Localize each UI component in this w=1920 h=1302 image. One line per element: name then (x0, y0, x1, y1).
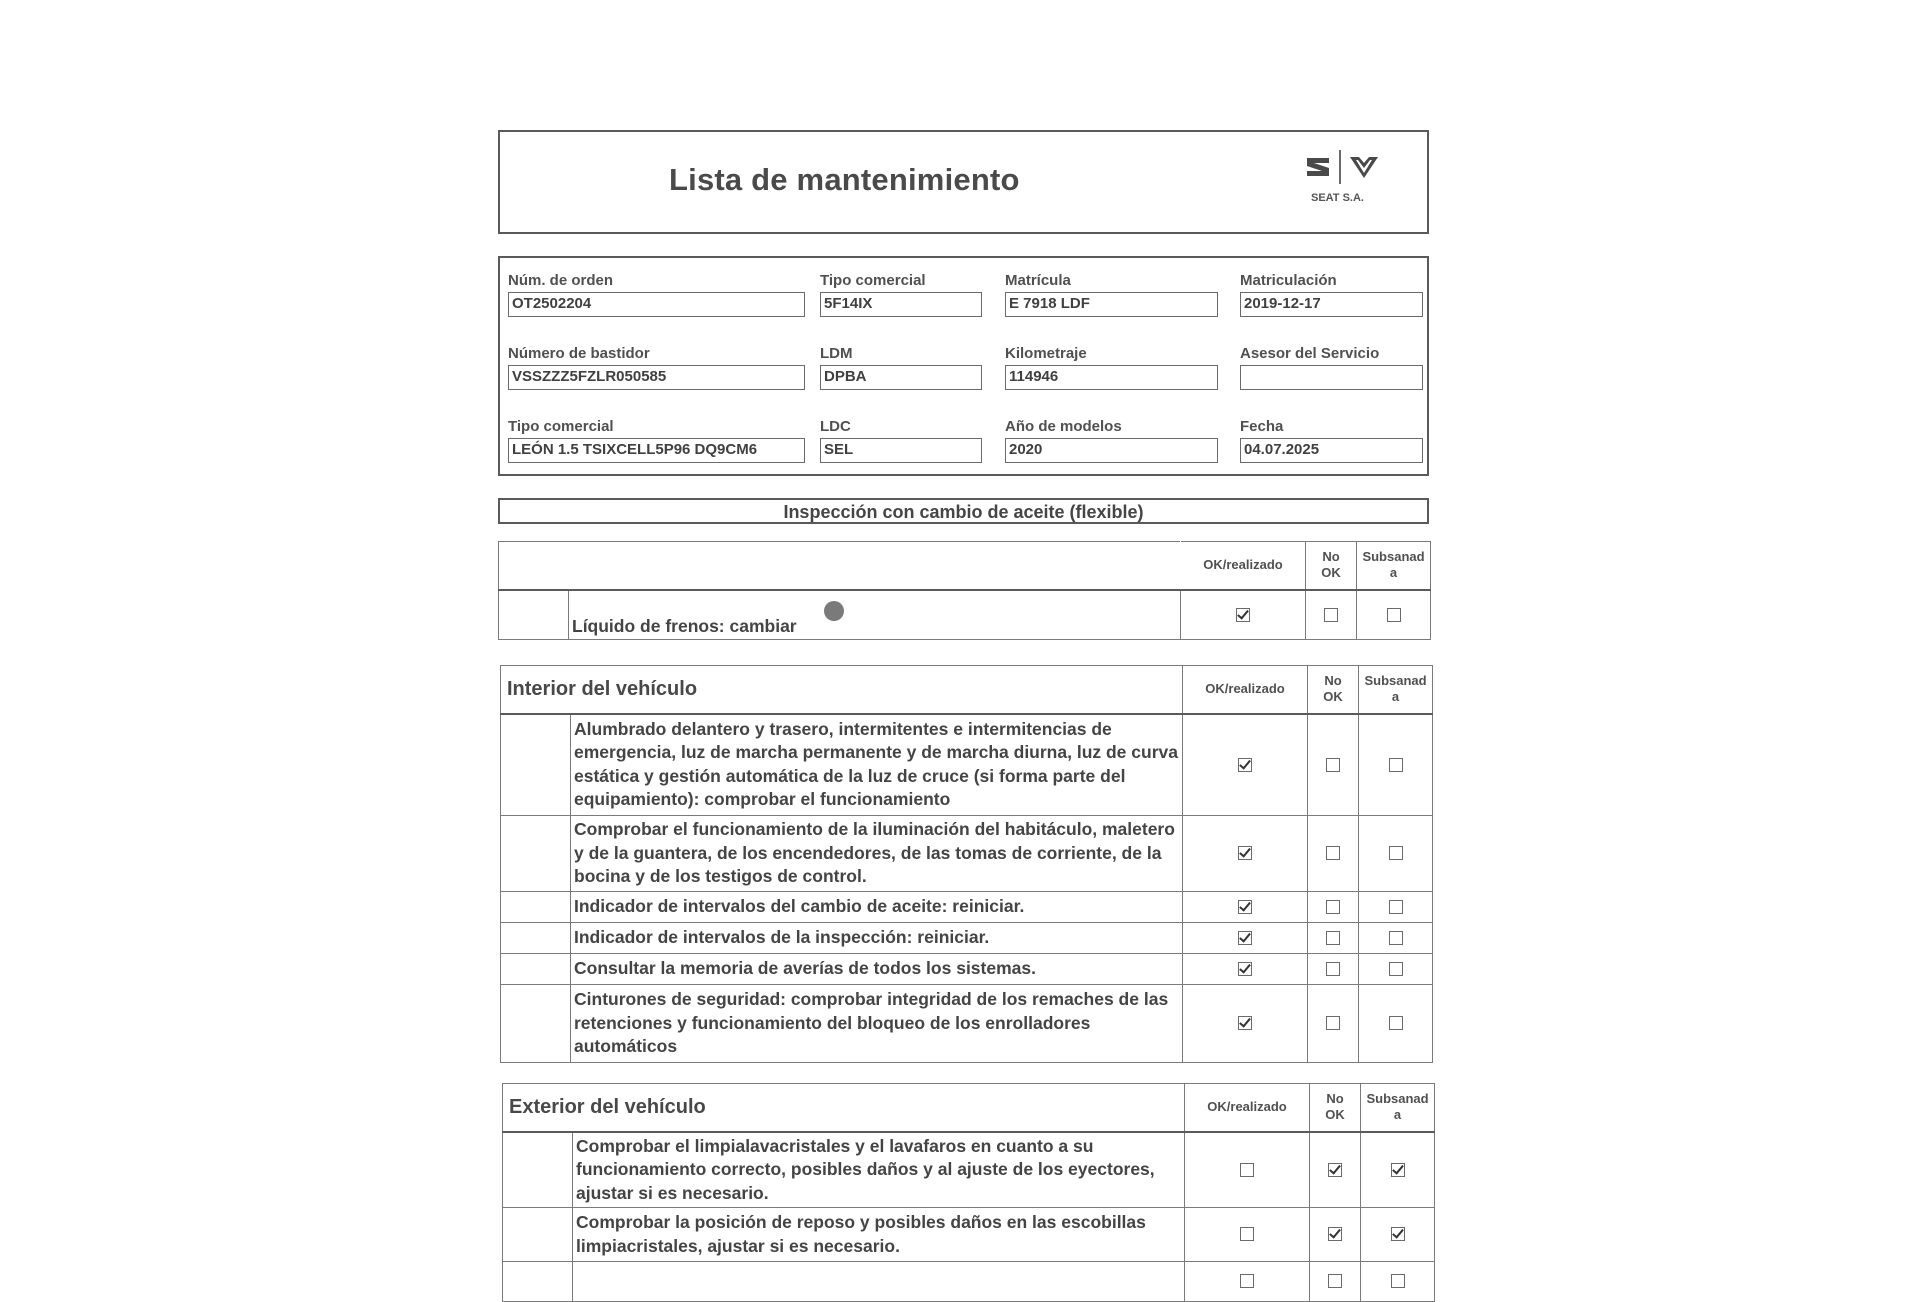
row-item-text: Consultar la memoria de averías de todos los sistemas. (571, 954, 1183, 985)
column-header-fixed (1357, 542, 1431, 590)
fixed-cell (1359, 923, 1433, 954)
table-row (499, 590, 1431, 640)
ok-cell (1183, 714, 1308, 816)
column-fixed-label-line1: Subsanad (1366, 1091, 1429, 1107)
info-field-label: Tipo comercial (508, 418, 614, 435)
ok-checkbox[interactable] (1240, 1163, 1254, 1177)
table-row (501, 816, 1433, 892)
fixed-checkbox[interactable] (1389, 758, 1403, 772)
not-ok-checkbox[interactable] (1328, 1227, 1342, 1241)
row-index-cell (501, 923, 571, 954)
column-header-not-ok (1308, 666, 1359, 714)
info-field (1240, 418, 1423, 463)
ok-checkbox[interactable] (1238, 758, 1252, 772)
ok-checkbox[interactable] (1236, 608, 1250, 622)
not-ok-cell (1308, 954, 1359, 985)
table-row (503, 1262, 1435, 1302)
ok-cell (1185, 1208, 1310, 1262)
info-field (508, 418, 805, 463)
ok-checkbox[interactable] (1238, 962, 1252, 976)
inspection-section-header (498, 498, 1429, 524)
info-field-label: Asesor del Servicio (1240, 345, 1380, 362)
marker-dot-icon (824, 601, 844, 621)
ok-checkbox[interactable] (1240, 1227, 1254, 1241)
not-ok-checkbox[interactable] (1326, 900, 1340, 914)
logo-divider (1339, 150, 1341, 184)
table-title: Interior del vehículo (501, 666, 1183, 714)
table-row (503, 1208, 1435, 1262)
fixed-cell (1357, 590, 1431, 640)
fixed-cell (1359, 714, 1433, 816)
not-ok-checkbox[interactable] (1326, 931, 1340, 945)
info-field-label: LDM (820, 345, 853, 362)
column-fixed-label-line2: a (1389, 565, 1398, 581)
table-row (503, 1132, 1435, 1208)
ok-cell (1185, 1132, 1310, 1208)
info-field-label: Tipo comercial (820, 272, 926, 289)
row-index-cell (501, 892, 571, 923)
ok-checkbox[interactable] (1238, 931, 1252, 945)
info-field (1005, 272, 1218, 317)
not-ok-checkbox[interactable] (1328, 1163, 1342, 1177)
not-ok-checkbox[interactable] (1328, 1274, 1342, 1288)
info-field-value: VSSZZZ5FZLR050585 (508, 365, 805, 390)
not-ok-cell (1310, 1132, 1361, 1208)
row-item-text: Líquido de frenos: cambiar (569, 590, 1181, 640)
not-ok-cell (1308, 714, 1359, 816)
inspection-section-title: Inspección con cambio de aceite (flexible) (783, 502, 1144, 522)
row-index-cell (499, 590, 569, 640)
table-row (501, 954, 1433, 985)
info-field-value: 2019-12-17 (1240, 292, 1423, 317)
info-field (820, 418, 982, 463)
ok-checkbox[interactable] (1238, 846, 1252, 860)
row-item-text (573, 1262, 1185, 1302)
info-field (1005, 418, 1218, 463)
row-index-cell (501, 714, 571, 816)
row-index-cell (503, 1132, 573, 1208)
column-fixed-label-line1: Subsanad (1362, 549, 1425, 565)
info-field (508, 345, 805, 390)
fixed-cell (1359, 985, 1433, 1063)
column-ok-label: OK/realizado (1205, 681, 1285, 697)
column-header-ok (1185, 1084, 1310, 1132)
info-field-label: Núm. de orden (508, 272, 614, 289)
column-not-ok-label-line2: OK (1321, 565, 1341, 581)
row-item-text: Cinturones de seguridad: comprobar integridad de los remaches de las retenciones y funcionamiento del bloqueo de los enrolladores automáticos (571, 985, 1183, 1063)
info-field-label: Año de modelos (1005, 418, 1122, 435)
ok-checkbox[interactable] (1240, 1274, 1254, 1288)
table-row (501, 923, 1433, 954)
column-not-ok-label-line1: No (1324, 673, 1342, 689)
info-field-value: E 7918 LDF (1005, 292, 1218, 317)
brand-logo (1297, 148, 1387, 208)
document-title: Lista de mantenimiento (669, 162, 1020, 197)
fixed-cell (1359, 892, 1433, 923)
table-title: Exterior del vehículo (503, 1084, 1185, 1132)
info-field-value: 2020 (1005, 438, 1218, 463)
info-field-value: LEÓN 1.5 TSIXCELL5P96 DQ9CM6 (508, 438, 805, 463)
not-ok-cell (1308, 892, 1359, 923)
not-ok-cell (1308, 985, 1359, 1063)
checklist-table (498, 541, 1431, 640)
info-field (1240, 345, 1423, 390)
not-ok-cell (1308, 923, 1359, 954)
info-field-label: Fecha (1240, 418, 1284, 435)
info-field (508, 272, 805, 317)
info-field-label: Matriculación (1240, 272, 1337, 289)
column-ok-label: OK/realizado (1207, 1099, 1287, 1115)
fixed-cell (1361, 1208, 1435, 1262)
fixed-cell (1359, 816, 1433, 892)
row-item-text: Comprobar la posición de reposo y posibles daños en las escobillas limpiacristales, ajustar si es necesario. (573, 1208, 1185, 1262)
not-ok-checkbox[interactable] (1326, 758, 1340, 772)
fixed-checkbox[interactable] (1389, 962, 1403, 976)
table-row (501, 714, 1433, 816)
column-not-ok-label-line1: No (1322, 549, 1340, 565)
fixed-checkbox[interactable] (1389, 931, 1403, 945)
not-ok-cell (1310, 1208, 1361, 1262)
fixed-checkbox[interactable] (1387, 608, 1401, 622)
row-index-cell (503, 1262, 573, 1302)
column-header-fixed (1361, 1084, 1435, 1132)
column-header-ok (1181, 542, 1306, 590)
fixed-cell (1361, 1132, 1435, 1208)
info-field-value (1240, 365, 1423, 390)
not-ok-checkbox[interactable] (1326, 1016, 1340, 1030)
row-index-cell (501, 954, 571, 985)
checklist-table (500, 665, 1433, 1063)
row-item-text: Comprobar el funcionamiento de la iluminación del habitáculo, maletero y de la guantera, de los encendedores, de las tomas de corriente, de la bocina y de los testigos de control. (571, 816, 1183, 892)
fixed-checkbox[interactable] (1391, 1274, 1405, 1288)
fixed-checkbox[interactable] (1389, 1016, 1403, 1030)
row-index-cell (501, 816, 571, 892)
ok-cell (1185, 1262, 1310, 1302)
vehicle-info-panel (498, 256, 1429, 476)
column-ok-label: OK/realizado (1203, 557, 1283, 573)
ok-cell (1183, 892, 1308, 923)
column-header-not-ok (1310, 1084, 1361, 1132)
info-field-value: OT2502204 (508, 292, 805, 317)
column-fixed-label-line1: Subsanad (1364, 673, 1427, 689)
ok-cell (1183, 985, 1308, 1063)
info-field-label: Kilometraje (1005, 345, 1087, 362)
document-header (498, 130, 1429, 234)
row-item-text: Alumbrado delantero y trasero, intermitentes e intermitencias de emergencia, luz de marcha permanente y de marcha diurna, luz de curva estática y gestión automática de la luz de cruce (si forma parte del equipamiento): comprobar el funcionamiento (571, 714, 1183, 816)
not-ok-cell (1308, 816, 1359, 892)
info-field-value: SEL (820, 438, 982, 463)
info-field-value: DPBA (820, 365, 982, 390)
cupra-logo-icon (1349, 154, 1379, 180)
table-title (499, 542, 1181, 590)
row-item-text: Indicador de intervalos del cambio de aceite: reiniciar. (571, 892, 1183, 923)
fixed-cell (1361, 1262, 1435, 1302)
row-item-text: Comprobar el limpialavacristales y el lavafaros en cuanto a su funcionamiento correcto, posibles daños y al ajuste de los eyectores, ajustar si es necesario. (573, 1132, 1185, 1208)
fixed-checkbox[interactable] (1391, 1227, 1405, 1241)
column-header-ok (1183, 666, 1308, 714)
info-field (820, 345, 982, 390)
not-ok-checkbox[interactable] (1326, 962, 1340, 976)
row-index-cell (503, 1208, 573, 1262)
column-not-ok-label-line2: OK (1325, 1107, 1345, 1123)
info-field (1240, 272, 1423, 317)
ok-checkbox[interactable] (1238, 1016, 1252, 1030)
seat-logo-icon (1305, 154, 1331, 180)
info-field (1005, 345, 1218, 390)
not-ok-checkbox[interactable] (1324, 608, 1338, 622)
column-fixed-label-line2: a (1391, 689, 1400, 705)
info-field-label: Número de bastidor (508, 345, 650, 362)
ok-cell (1183, 923, 1308, 954)
info-field-label: LDC (820, 418, 851, 435)
checklist-table (502, 1083, 1435, 1302)
column-not-ok-label-line2: OK (1323, 689, 1343, 705)
info-field-value: 114946 (1005, 365, 1218, 390)
fixed-checkbox[interactable] (1389, 846, 1403, 860)
fixed-checkbox[interactable] (1391, 1163, 1405, 1177)
table-row (501, 985, 1433, 1063)
fixed-cell (1359, 954, 1433, 985)
brand-name: SEAT S.A. (1311, 192, 1364, 204)
info-field-value: 5F14IX (820, 292, 982, 317)
row-item-text: Indicador de intervalos de la inspección: reiniciar. (571, 923, 1183, 954)
fixed-checkbox[interactable] (1389, 900, 1403, 914)
column-not-ok-label-line1: No (1326, 1091, 1344, 1107)
column-fixed-label-line2: a (1393, 1107, 1402, 1123)
info-field-label: Matrícula (1005, 272, 1071, 289)
not-ok-checkbox[interactable] (1326, 846, 1340, 860)
column-header-not-ok (1306, 542, 1357, 590)
not-ok-cell (1310, 1262, 1361, 1302)
not-ok-cell (1306, 590, 1357, 640)
ok-cell (1183, 816, 1308, 892)
row-index-cell (501, 985, 571, 1063)
info-field (820, 272, 982, 317)
info-field-value: 04.07.2025 (1240, 438, 1423, 463)
column-header-fixed (1359, 666, 1433, 714)
ok-cell (1181, 590, 1306, 640)
ok-checkbox[interactable] (1238, 900, 1252, 914)
table-row (501, 892, 1433, 923)
ok-cell (1183, 954, 1308, 985)
